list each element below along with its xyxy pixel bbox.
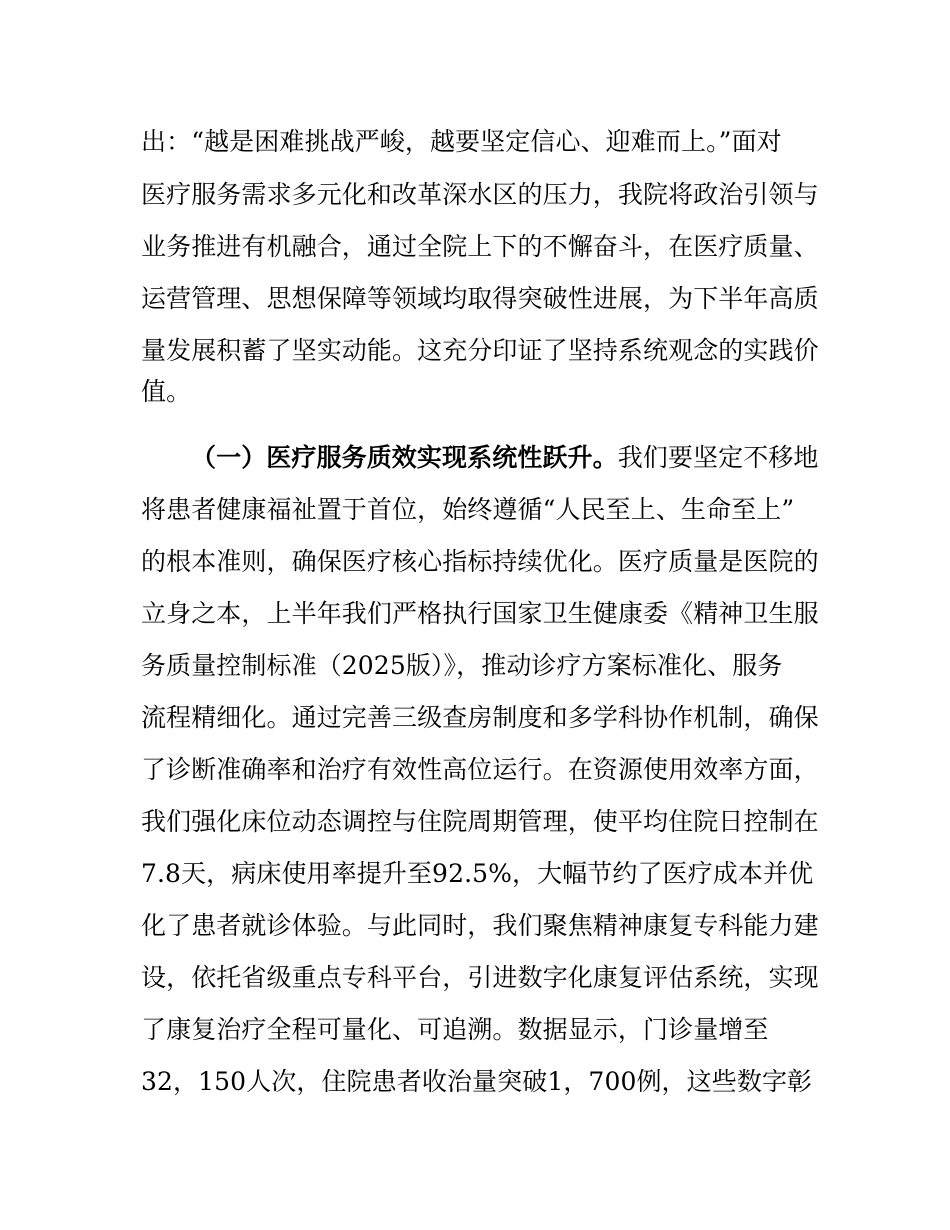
text-line: 将患者健康福祉置于首位，始终遵循“人民至上、生命至上”: [141, 495, 795, 524]
text-line: 医疗服务需求多元化和改革深水区的压力，我院将政治引领与: [141, 180, 819, 209]
text-line: 7.8天，病床使用率提升至92.5%，大幅节约了医疗成本并优: [141, 859, 814, 888]
text-line: 运营管理、思想保障等领域均取得突破性进展，为下半年高质: [141, 284, 819, 313]
text-line: 我们强化床位动态调控与住院周期管理，使平均住院日控制在: [141, 807, 819, 836]
text-line: 32，150人次，住院患者收治量突破1，700例，这些数字彰: [141, 1067, 813, 1096]
text-line: 的根本准则，确保医疗核心指标持续优化。医疗质量是医院的: [141, 547, 819, 576]
section-first-line-text: 我们要坚定不移地: [617, 443, 819, 472]
text-line: 量发展积蓄了坚实动能。这充分印证了坚持系统观念的实践价: [141, 336, 819, 365]
text-line: 出：“越是困难挑战严峻，越要坚定信心、迎难而上。”面对: [141, 127, 782, 156]
section-first-line: [191, 443, 819, 473]
text-line: 设，依托省级重点专科平台，引进数字化康复评估系统，实现: [141, 963, 819, 992]
text-line: 值。: [141, 377, 192, 406]
text-line: 业务推进有机融合，通过全院上下的不懈奋斗，在医疗质量、: [141, 232, 819, 261]
text-line: 了诊断准确率和治疗有效性高位运行。在资源使用效率方面，: [141, 755, 819, 784]
section-heading: （一）医疗服务质效实现系统性跃升。: [191, 443, 618, 472]
text-line: 流程精细化。通过完善三级查房制度和多学科协作机制，确保: [141, 703, 819, 732]
text-line: 化了患者就诊体验。与此同时，我们聚焦精神康复专科能力建: [141, 911, 819, 940]
text-line: 了康复治疗全程可量化、可追溯。数据显示，门诊量增至: [141, 1015, 769, 1044]
text-line: 务质量控制标准（2025版）》，推动诊疗方案标准化、服务: [141, 651, 783, 680]
text-line: 立身之本，上半年我们严格执行国家卫生健康委《精神卫生服: [141, 599, 819, 628]
